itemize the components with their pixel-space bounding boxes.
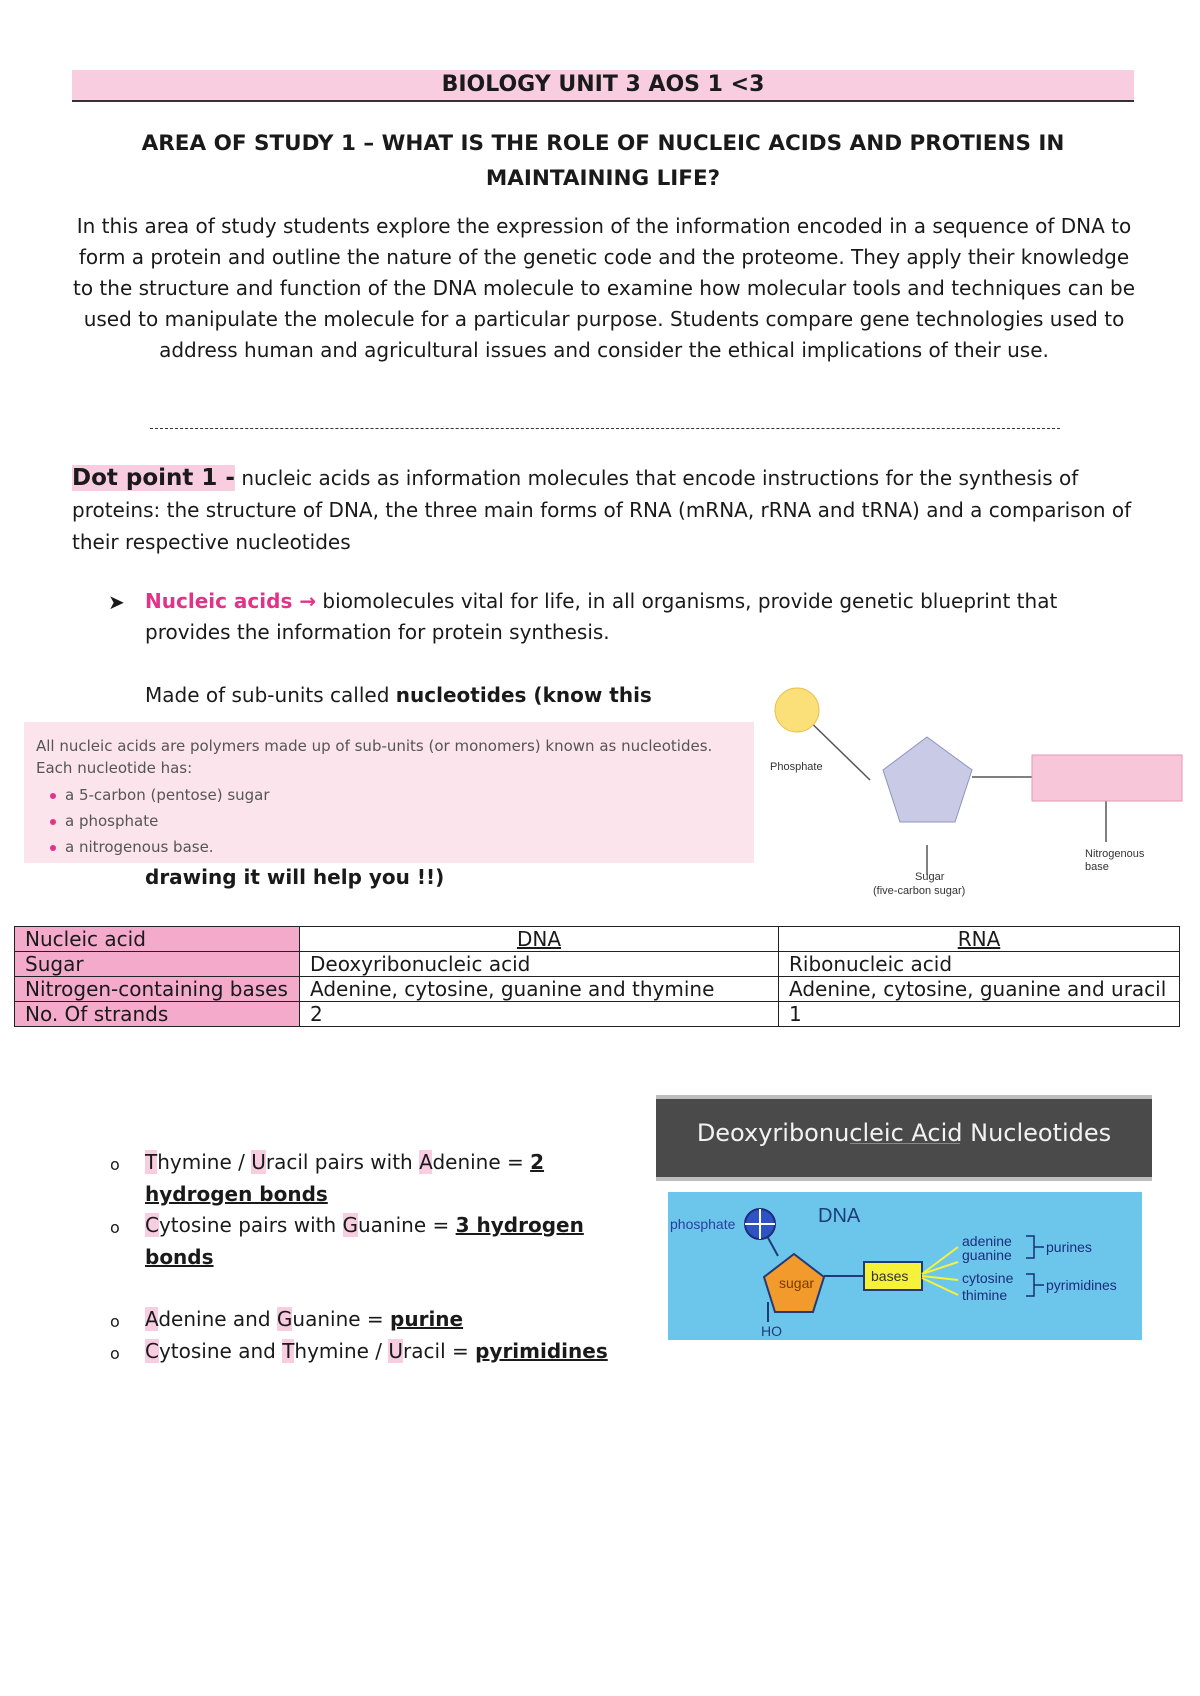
sugar-label: sugar (779, 1275, 815, 1291)
pyrimidines-label: pyrimidines (1046, 1277, 1117, 1293)
section-divider (150, 428, 1060, 429)
made-of-text: Made of sub-units called (145, 683, 396, 707)
table-cell: DNA (300, 927, 779, 952)
pair-result: pyrimidines (475, 1339, 608, 1363)
pair-purine (145, 1303, 635, 1335)
phosphate-circle (775, 688, 819, 732)
dot-point-1 (72, 462, 1142, 558)
base-rectangle (1032, 755, 1182, 801)
pair-text: denine and (158, 1307, 277, 1331)
dot-point-lead: Dot point 1 - (72, 465, 235, 491)
table-cell: RNA (779, 927, 1180, 952)
nucleic-acids-key: Nucleic acids → (145, 589, 317, 613)
highlight-letter: G (276, 1307, 293, 1331)
table-cell: Nucleic acid (15, 927, 300, 952)
highlight-letter: T (145, 1150, 158, 1174)
highlight-letter: C (145, 1213, 159, 1237)
pair-result: 3 hydrogen bonds (145, 1213, 584, 1269)
comparison-table (14, 926, 1180, 1027)
pair-thymine-adenine (145, 1146, 635, 1210)
table-cell: Sugar (15, 952, 300, 977)
sugar-pentagon (883, 737, 972, 822)
table-cell: 2 (300, 1002, 779, 1027)
table-cell: Adenine, cytosine, guanine and uracil (779, 977, 1180, 1002)
pair-text: hymine / (294, 1339, 389, 1363)
dna-title: DNA (818, 1205, 861, 1227)
highlight-letter: U (251, 1150, 266, 1174)
sugar-sub-label: (five-carbon sugar) (873, 885, 966, 897)
highlight-letter: A (145, 1307, 159, 1331)
table-cell: Nitrogen-containing bases (15, 977, 300, 1002)
page-header: BIOLOGY UNIT 3 AOS 1 <3 (72, 70, 1134, 102)
list-marker: o (110, 1344, 120, 1363)
table-cell: Deoxyribonucleic acid (300, 952, 779, 977)
thimine-label: thimine (962, 1287, 1008, 1303)
table-cell: No. Of strands (15, 1002, 300, 1027)
highlight-letter: C (145, 1339, 159, 1363)
pair-text: denine = (432, 1150, 531, 1174)
bullet-arrow-icon: ➤ (108, 590, 125, 614)
pair-text: hymine / (157, 1150, 252, 1174)
callout-lead: All nucleic acids are polymers made up of sub-units (or monomers) known as nucleotides. Each nucleotide has: (36, 737, 713, 777)
intro-paragraph: In this area of study students explore the expression of the information encoded in a sequence of DNA to form a protein and outline the nature of the genetic code and the proteome. They apply their knowledge to the structure and function of the DNA molecule to examine how molecular tools and techniques can be used to manipulate the molecule for a particular purpose. Students compare gene technologies used to address human and agricultural issues and consider the ethical implications of their use. (72, 214, 1135, 362)
table-cell: Adenine, cytosine, guanine and thymine (300, 977, 779, 1002)
table-row (15, 927, 1180, 952)
dot-point-text: nucleic acids as information molecules that encode instructions for the synthesis of proteins: the structure of DNA, the three main forms of RNA (mRNA, rRNA and tRNA) and a comparison of their respective nucleotides (72, 466, 1132, 554)
ho-label: HO (761, 1323, 782, 1339)
base-label-2: base (1085, 861, 1109, 873)
pair-text: ytosine pairs with (158, 1213, 343, 1237)
banner-underline (850, 1143, 960, 1144)
nucleotide-diagram (770, 680, 1190, 910)
highlight-letter: A (419, 1150, 433, 1174)
pair-text: uanine = (358, 1213, 456, 1237)
table-row (15, 1002, 1180, 1027)
sugar-label: Sugar (915, 871, 945, 883)
adenine-label: adenine (962, 1233, 1012, 1249)
pair-text: ytosine and (158, 1339, 283, 1363)
list-marker: o (110, 1155, 120, 1174)
drawing-note: drawing it will help you !!) (145, 865, 445, 889)
nucleic-acids-text: biomolecules vital for life, in all organisms, provide genetic blueprint that provides the information for protein synthesis. (145, 589, 1058, 644)
pair-result: 2 hydrogen bonds (145, 1150, 545, 1206)
nucleic-acids-definition (145, 586, 1135, 648)
highlight-letter: T (282, 1339, 295, 1363)
dna-nucleotide-svg (668, 1192, 1142, 1340)
purines-label: purines (1046, 1239, 1092, 1255)
table-row (15, 977, 1180, 1002)
pair-pyrimidine (145, 1335, 635, 1367)
phosphate-label: Phosphate (770, 761, 823, 773)
callout-item: a phosphate (65, 812, 159, 830)
made-of-bold: nucleotides (know this (395, 683, 652, 707)
pair-text: racil = (403, 1339, 476, 1363)
highlight-letter: U (388, 1339, 404, 1363)
table-cell: Ribonucleic acid (779, 952, 1180, 977)
callout-item: a nitrogenous base. (65, 838, 214, 856)
cytosine-label: cytosine (962, 1270, 1014, 1286)
bases-label: bases (871, 1268, 909, 1284)
pair-text: racil pairs with (265, 1150, 420, 1174)
table-cell: 1 (779, 1002, 1180, 1027)
dna-nucleotides-banner: Deoxyribonucleic Acid Nucleotides (656, 1095, 1152, 1181)
guanine-label: guanine (962, 1247, 1012, 1263)
highlight-letter: G (342, 1213, 358, 1237)
base-label-1: Nitrogenous (1085, 848, 1145, 860)
list-marker: o (110, 1312, 120, 1331)
table-row (15, 952, 1180, 977)
pair-result: purine (390, 1307, 464, 1331)
list-marker: o (110, 1218, 120, 1237)
callout-item: a 5-carbon (pentose) sugar (65, 786, 270, 804)
made-of-line (145, 680, 652, 711)
pair-text: uanine = (292, 1307, 391, 1331)
area-of-study-title: AREA OF STUDY 1 – WHAT IS THE ROLE OF NUCLEIC ACIDS AND PROTIENS IN MAINTAINING LIFE? (141, 131, 1065, 191)
dna-figure (668, 1192, 1142, 1340)
phosphate-label: phosphate (670, 1216, 736, 1232)
pair-cytosine-guanine (145, 1209, 635, 1273)
